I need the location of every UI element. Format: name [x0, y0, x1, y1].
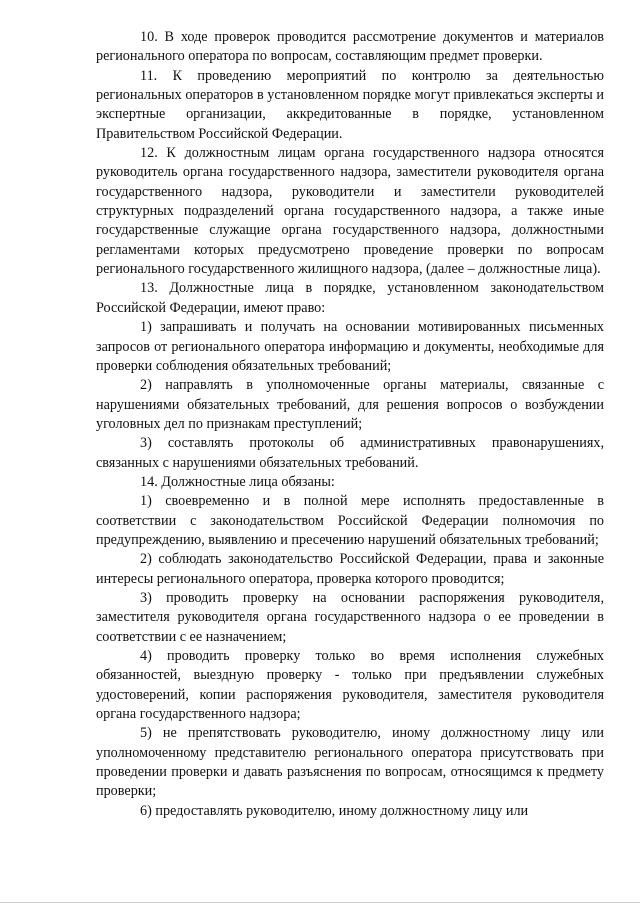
duties-item-2: 2) соблюдать законодательство Российской Федерации, права и законные интересы регионального оператора, проверка которого проводится;	[96, 551, 604, 587]
paragraph-14: 14. Должностные лица обязаны:	[140, 473, 335, 490]
document-page	[96, 28, 604, 821]
rights-item-3: 3) составлять протоколы об административных правонарушениях, связанных с нарушениями обязательных требований.	[96, 435, 604, 471]
paragraph-12: 12. К должностным лицам органа государственного надзора относятся руководитель органа государственного надзора, заместители руководителя органа государственного надзора, руководители и заместители руководителей структурных подразделений органа государственного надзора, а также иные государственные служащие органа государственного надзора, должностными регламентами которых предусмотрено проведение проверки по вопросам регионального государственного жилищного надзора, (далее – должностные лица).	[96, 145, 604, 278]
page-bottom-edge	[0, 902, 640, 903]
paragraph-10: 10. В ходе проверок проводится рассмотрение документов и материалов регионального оператора по вопросам, составляющим предмет проверки.	[96, 29, 604, 65]
duties-item-5: 5) не препятствовать руководителю, иному должностному лицу или уполномоченному представителю регионального оператора присутствовать при проведении проверки и давать разъяснения по вопросам, относящимся к предмету проверки;	[96, 725, 604, 800]
duties-item-3: 3) проводить проверку на основании распоряжения руководителя, заместителя руководителя органа государственного надзора о ее проведении в соответствии с ее назначением;	[96, 589, 604, 645]
paragraph-11: 11. К проведению мероприятий по контролю за деятельностью региональных операторов в установленном порядке могут привлекаться эксперты и экспертные организации, аккредитованные в порядке, установленном Правительством Российской Федерации.	[96, 67, 604, 142]
rights-item-2: 2) направлять в уполномоченные органы материалы, связанные с нарушениями обязательных требований, для решения вопросов о возбуждении уголовных дел по признакам преступлений;	[96, 377, 604, 432]
duties-item-6: 6) предоставлять руководителю, иному должностному лицу или	[140, 802, 529, 819]
duties-item-4: 4) проводить проверку только во время исполнения служебных обязанностей, выездную проверку - только при предъявлении служебных удостоверений, копии распоряжения руководителя, заместителя руководителя органа государственного надзора;	[96, 648, 604, 723]
duties-item-1: 1) своевременно и в полной мере исполнять предоставленные в соответствии с законодательством Российской Федерации полномочия по предупреждению, выявлению и пресечению нарушений обязательных требований;	[96, 493, 604, 548]
paragraph-13: 13. Должностные лица в порядке, установленном законодательством Российской Федерации, имеют право:	[96, 280, 604, 316]
rights-item-1: 1) запрашивать и получать на основании мотивированных письменных запросов от регионального оператора информацию и документы, необходимые для проверки соблюдения обязательных требований;	[96, 319, 604, 374]
